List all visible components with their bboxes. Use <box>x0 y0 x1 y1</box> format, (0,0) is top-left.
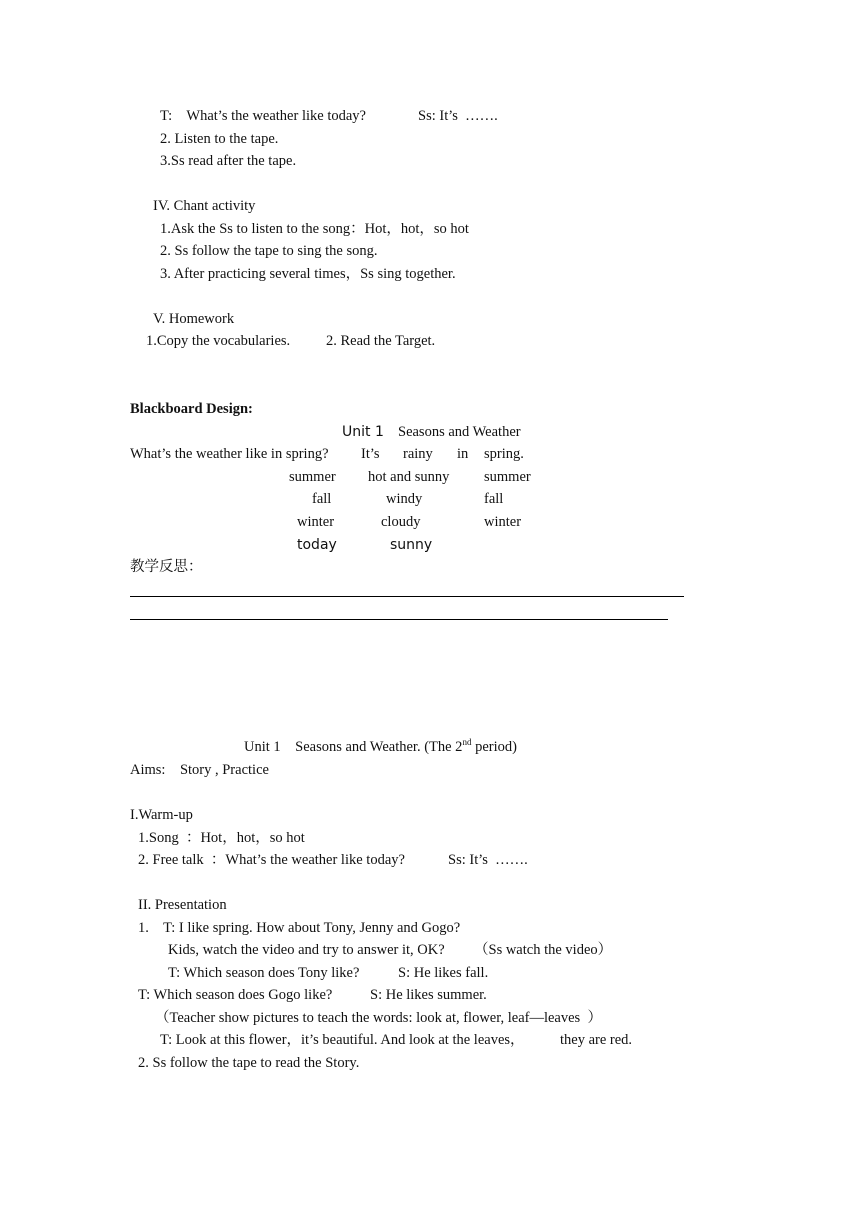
blackboard-weather-cloudy: cloudy <box>381 514 421 530</box>
blackboard-season-spring: spring. <box>484 446 524 462</box>
chant-step-3: 3. After practicing several times，Ss sing together. <box>160 266 456 282</box>
blackboard-unit-label: Unit 1 <box>342 424 384 440</box>
homework-item-1: 1.Copy the vocabularies. <box>146 333 291 349</box>
presentation-line-4-answer: S: He likes summer. <box>370 987 487 1003</box>
presentation-line-7: 2. Ss follow the tape to read the Story. <box>138 1055 360 1071</box>
dialog-line-student: Ss: It’s ……. <box>418 108 498 124</box>
reflection-line-1 <box>130 596 684 597</box>
blackboard-weather-windy: windy <box>386 491 423 507</box>
presentation-line-2: Kids, watch the video and try to answer it, OK? <box>168 942 445 958</box>
dialog-line-teacher: T: What’s the weather like today? <box>160 108 366 124</box>
warmup-song: 1.Song ：Hot，hot，so hot <box>138 830 305 846</box>
chant-step-2: 2. Ss follow the tape to sing the song. <box>160 243 378 259</box>
blackboard-season-fall-2: fall <box>484 491 504 507</box>
presentation-line-4: T: Which season does Gogo like? <box>138 987 333 1003</box>
blackboard-unit-title: Seasons and Weather <box>398 424 521 440</box>
blackboard-season-summer: summer <box>289 469 336 485</box>
blackboard-weather-sunny: sunny <box>390 537 433 553</box>
blackboard-season-winter: winter <box>297 514 335 530</box>
homework-item-2: 2. Read the Target. <box>326 333 436 349</box>
presentation-heading: II. Presentation <box>138 897 227 913</box>
blackboard-its: It’s <box>361 446 380 462</box>
period2-title: Unit 1 Seasons and Weather. (The 2nd period) <box>244 737 517 755</box>
presentation-line-2-note: （Ss watch the video） <box>474 942 613 958</box>
warmup-free-talk-answer: Ss: It’s ……. <box>448 852 528 868</box>
blackboard-heading: Blackboard Design: <box>130 401 253 417</box>
presentation-line-3-answer: S: He likes fall. <box>398 965 489 981</box>
reflection-line-2 <box>130 619 668 620</box>
homework-heading: V. Homework <box>153 311 235 327</box>
presentation-line-5: （Teacher show pictures to teach the words: look at, flower, leaf—leaves ） <box>155 1010 602 1026</box>
blackboard-weather-hot-sunny: hot and sunny <box>368 469 450 485</box>
presentation-line-1: 1. T: I like spring. How about Tony, Jenny and Gogo? <box>138 920 461 936</box>
blackboard-weather-rainy: rainy <box>403 446 433 462</box>
step-listen: 2. Listen to the tape. <box>160 131 279 147</box>
reflection-label: 教学反思： <box>130 559 203 575</box>
chant-step-1: 1.Ask the Ss to listen to the song：Hot，hot，so hot <box>160 221 469 237</box>
presentation-line-3: T: Which season does Tony like? <box>168 965 360 981</box>
presentation-line-6-end: they are red. <box>560 1032 633 1048</box>
blackboard-season-summer-2: summer <box>484 469 531 485</box>
warmup-free-talk: 2. Free talk ：What’s the weather like today? <box>138 852 405 868</box>
warmup-heading: I.Warm-up <box>130 807 193 823</box>
chant-heading: IV. Chant activity <box>153 198 256 214</box>
blackboard-season-winter-2: winter <box>484 514 522 530</box>
presentation-line-6: T: Look at this flower，it’s beautiful. And look at the leaves， <box>160 1032 525 1048</box>
blackboard-question: What’s the weather like in spring? <box>130 446 329 462</box>
period2-aims: Aims: Story , Practice <box>130 762 269 778</box>
step-read: 3.Ss read after the tape. <box>160 153 297 169</box>
blackboard-season-fall: fall <box>312 491 332 507</box>
blackboard-in: in <box>457 446 469 462</box>
blackboard-today: today <box>297 537 337 553</box>
